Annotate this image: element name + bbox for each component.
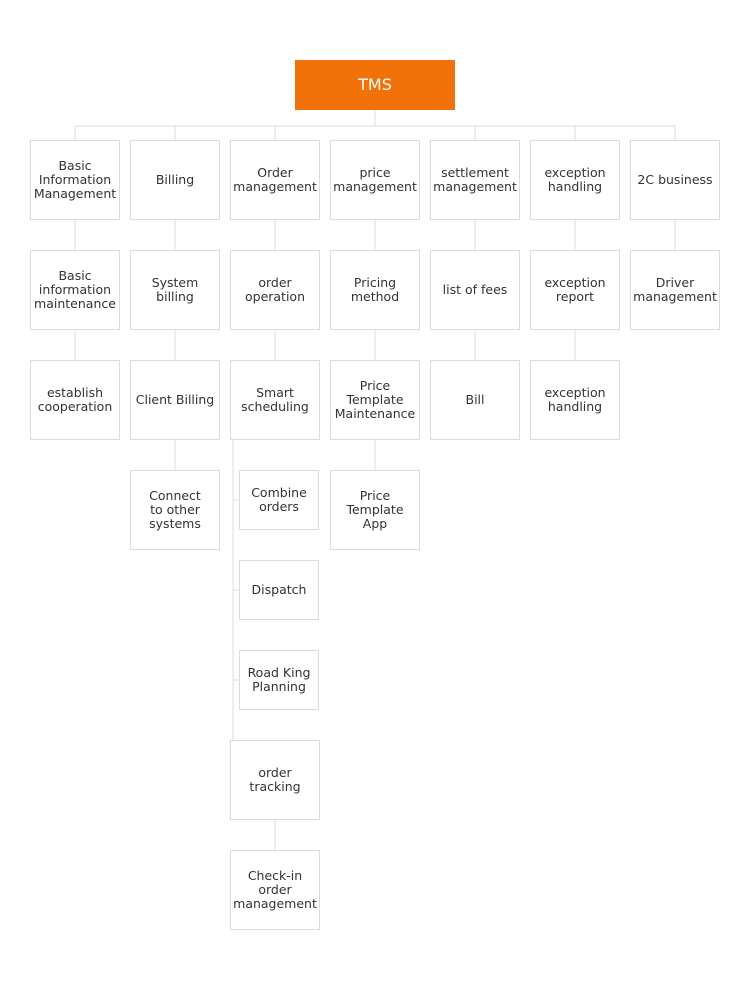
node-driver-management bbox=[630, 250, 720, 330]
node-label: Driver management bbox=[633, 275, 717, 304]
node-label: Billing bbox=[155, 172, 195, 187]
node-label: settlement management bbox=[433, 165, 517, 194]
node-label: Client Billing bbox=[135, 392, 215, 407]
node-pricing-method bbox=[330, 250, 420, 330]
node-establish-cooperation bbox=[30, 360, 120, 440]
node-order-tracking bbox=[230, 740, 320, 820]
node-label: Road King Planning bbox=[247, 665, 311, 694]
node-client-billing bbox=[130, 360, 220, 440]
node-exception-handling bbox=[530, 360, 620, 440]
node-settlement-management bbox=[430, 140, 520, 220]
node-label: Bill bbox=[465, 392, 485, 407]
node-order-management bbox=[230, 140, 320, 220]
node-label: Price Template App bbox=[346, 488, 404, 531]
node-label: Order management bbox=[233, 165, 317, 194]
node-basic-information-maintenance bbox=[30, 250, 120, 330]
node-smart-scheduling bbox=[230, 360, 320, 440]
node-check-in-order-management bbox=[230, 850, 320, 930]
node-label: exception handling bbox=[544, 165, 606, 194]
node-label: order operation bbox=[244, 275, 306, 304]
node-label: exception handling bbox=[544, 385, 606, 414]
node-label: System billing bbox=[151, 275, 199, 304]
node-label: Check-in order management bbox=[233, 868, 317, 911]
node-price-template-app bbox=[330, 470, 420, 550]
node-road-king-planning bbox=[239, 650, 319, 710]
node-order-operation bbox=[230, 250, 320, 330]
node-2c-business bbox=[630, 140, 720, 220]
node-exception-handling-header bbox=[530, 140, 620, 220]
root-node-tms bbox=[295, 60, 455, 110]
node-label: Basic Information Management bbox=[33, 158, 117, 201]
node-label: order tracking bbox=[249, 765, 301, 794]
node-system-billing bbox=[130, 250, 220, 330]
root-label: TMS bbox=[358, 75, 392, 94]
node-dispatch bbox=[239, 560, 319, 620]
node-label: Connect to other systems bbox=[149, 488, 201, 531]
node-label: Dispatch bbox=[251, 582, 307, 597]
node-label: Combine orders bbox=[251, 485, 307, 514]
node-label: Smart scheduling bbox=[241, 385, 309, 414]
node-list-of-fees bbox=[430, 250, 520, 330]
node-basic-information-management bbox=[30, 140, 120, 220]
node-label: exception report bbox=[544, 275, 606, 304]
node-label: Basic information maintenance bbox=[34, 268, 116, 311]
node-label: 2C business bbox=[637, 172, 713, 187]
node-combine-orders bbox=[239, 470, 319, 530]
node-bill bbox=[430, 360, 520, 440]
node-billing bbox=[130, 140, 220, 220]
node-exception-report bbox=[530, 250, 620, 330]
node-price-management bbox=[330, 140, 420, 220]
node-price-template-maintenance bbox=[330, 360, 420, 440]
node-label: Pricing method bbox=[350, 275, 400, 304]
node-label: establish cooperation bbox=[37, 385, 113, 414]
node-label: list of fees bbox=[442, 282, 508, 297]
node-connect-to-other-systems bbox=[130, 470, 220, 550]
node-label: Price Template Maintenance bbox=[334, 378, 416, 421]
node-label: price management bbox=[333, 165, 417, 194]
